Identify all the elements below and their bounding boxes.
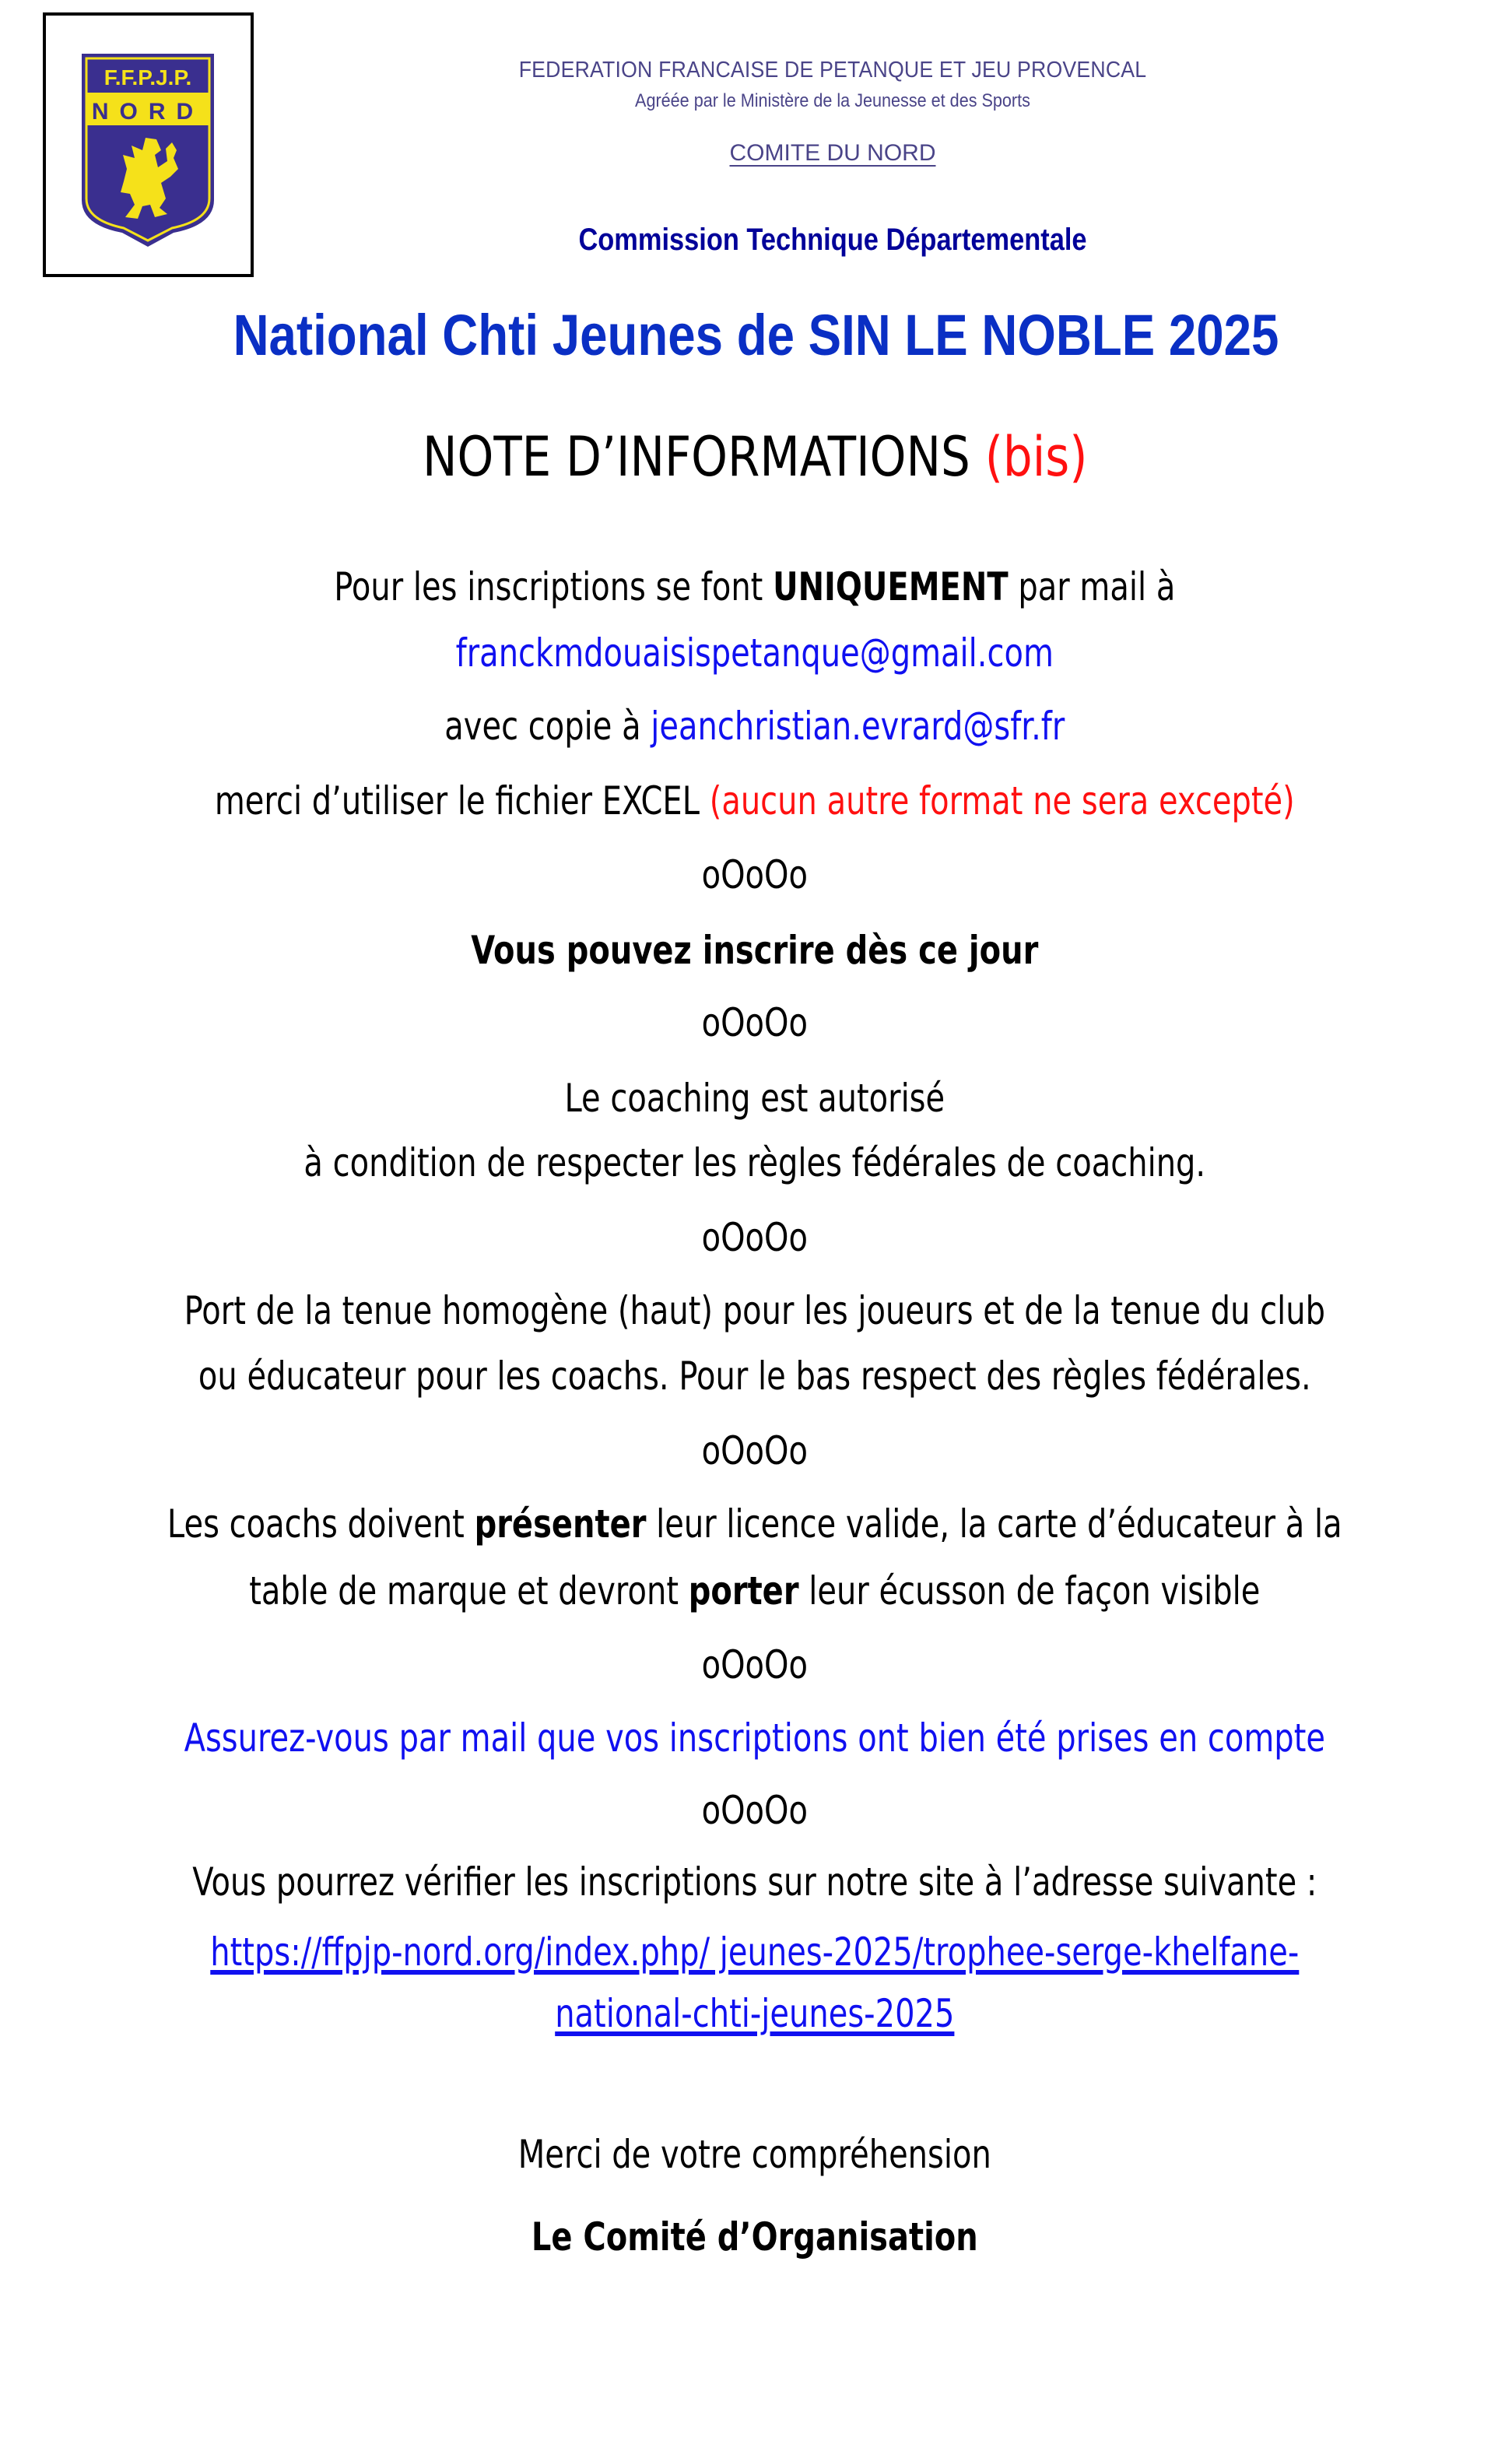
separator: oOoOo — [701, 1642, 808, 1687]
registration-intro — [150, 564, 1359, 609]
verify-notice: Vous pourrez vérifier les inscriptions sur notre site à l’adresse suivante : — [192, 1859, 1317, 1905]
federation-name: FEDERATION FRANCAISE DE PETANQUE ET JEU PROVENCAL — [518, 58, 1147, 83]
coaches-line-2 — [150, 1568, 1359, 1614]
coaching-line-1: Le coaching est autorisé — [564, 1076, 945, 1121]
coaches-text: table de marque et devront — [249, 1568, 689, 1614]
coaches-text: leur écusson de façon visible — [798, 1568, 1261, 1614]
committee-name — [436, 140, 1230, 167]
registration-link[interactable]: national-chti-jeunes-2025 — [555, 1991, 955, 2036]
coaches-text: leur licence valide, la carte d’éducateur à la — [646, 1501, 1342, 1547]
svg-text:NORD: NORD — [91, 99, 205, 125]
excel-text: merci d’utiliser le fichier EXCEL — [214, 778, 710, 823]
intro-text: Pour les inscriptions se font — [334, 564, 774, 609]
excel-warning: (aucun autre format ne sera excepté) — [709, 778, 1295, 823]
intro-end: par mail à — [1008, 564, 1176, 609]
svg-text:F.F.P.J.P.: F.F.P.J.P. — [103, 65, 192, 90]
registration-link-line-2[interactable] — [150, 1991, 1359, 2036]
thanks-line: Merci de votre compréhension — [517, 2132, 991, 2177]
coaches-text: Les coachs doivent — [167, 1501, 475, 1547]
commission-heading: Commission Technique Départementale — [578, 223, 1087, 257]
primary-email[interactable]: franckmdouaisispetanque@gmail.com — [455, 630, 1054, 676]
logo-frame — [43, 12, 254, 277]
ffpjp-nord-shield-logo — [80, 52, 216, 248]
copy-line — [150, 704, 1359, 749]
coaches-bold: présenter — [474, 1501, 647, 1547]
note-heading — [112, 425, 1398, 489]
excel-line — [150, 778, 1359, 823]
event-title: National Chti Jeunes de SIN LE NOBLE 2025 — [233, 303, 1279, 367]
dress-code-line-1: Port de la tenue homogène (haut) pour les joueurs et de la tenue du club — [184, 1288, 1325, 1333]
federation-agreement: Agréée par le Ministère de la Jeunesse et des Sports — [635, 90, 1030, 111]
separator: oOoOo — [701, 852, 808, 897]
registration-link-line-1[interactable] — [150, 1930, 1359, 1975]
intro-bold: UNIQUEMENT — [773, 564, 1009, 609]
dress-code-line-2: ou éducateur pour les coachs. Pour le bas respect des règles fédérales. — [198, 1354, 1311, 1399]
coaching-line-2: à condition de respecter les règles fédérales de coaching. — [303, 1140, 1206, 1185]
committee-name-text: COMITE DU NORD — [729, 140, 936, 166]
coaches-bold: porter — [688, 1568, 799, 1614]
copy-email[interactable]: jeanchristian.evrard@sfr.fr — [651, 704, 1065, 749]
open-registration-notice: Vous pouvez inscrire dès ce jour — [471, 928, 1039, 973]
coaches-line-1 — [150, 1501, 1359, 1547]
separator: oOoOo — [701, 1428, 808, 1473]
separator: oOoOo — [701, 1000, 808, 1045]
confirmation-notice: Assurez-vous par mail que vos inscriptions ont bien été prises en compte — [184, 1715, 1325, 1761]
signature: Le Comité d’Organisation — [531, 2214, 978, 2260]
separator: oOoOo — [701, 1788, 808, 1833]
copy-label: avec copie à — [444, 704, 651, 749]
separator: oOoOo — [701, 1215, 808, 1260]
note-suffix: (bis) — [984, 425, 1088, 489]
note-label: NOTE D’INFORMATIONS — [422, 425, 970, 489]
registration-link[interactable]: https://ffpjp-nord.org/index.php/ jeunes-2025/trophee-serge-khelfane- — [210, 1930, 1300, 1975]
